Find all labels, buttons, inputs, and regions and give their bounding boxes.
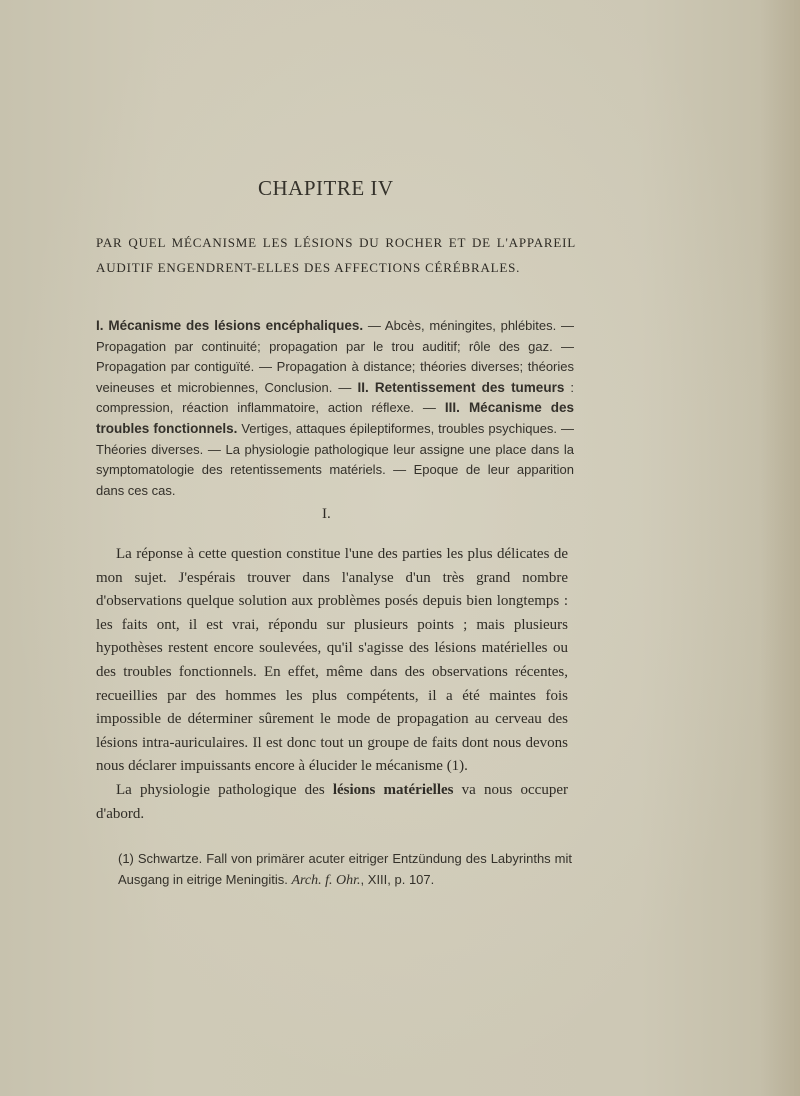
paragraph-2-end: va nous occuper d'abord.	[96, 781, 568, 822]
page-edge-shadow	[760, 0, 800, 1096]
section-number: I.	[322, 506, 331, 522]
footnote-marker: (1)	[118, 851, 134, 866]
summary-section-1-label: I. Mécanisme des lésions encéphaliques.	[96, 318, 364, 333]
footnote	[104, 848, 572, 891]
paragraph-2-bold: lésions matérielles	[332, 781, 454, 798]
summary-section-3-label: III. Mécanisme des troubles fonctionnels.	[96, 400, 575, 436]
chapter-subtitle: PAR QUEL MÉCANISME LES LÉSIONS DU ROCHER ET DE L'APPAREIL AUDITIF ENGENDRENT-ELLES DES AFFECTIONS CÉRÉBRALES.	[96, 235, 576, 275]
footnote-citation: Schwartze. Fall von primärer acuter eitriger Entzündung des Labyrinths mit Ausgang in eitrige Meningitis.	[118, 851, 572, 887]
paragraph-2-start: La physiologie pathologique des	[116, 781, 333, 798]
summary-section-2-text: : compression, réaction inflammatoire, action réflexe. —	[96, 379, 574, 416]
footnote-text-block	[104, 848, 572, 891]
summary-section-2-label: II. Retentissement des tumeurs	[357, 379, 565, 395]
footnote-reference: , XIII, p. 107.	[360, 872, 435, 887]
summary-section-3-text: Vertiges, attaques épileptiformes, troubles psychiques. — Théories diverses. — La physiologie pathologique leur assigne une place dans la symptomatologie des retentissements matériels. — Epoque de leur apparition dans ces cas.	[96, 420, 574, 498]
body-text	[96, 543, 568, 826]
summary-section-1-text: — Abcès, méningites, phlébites. — Propagation par continuité; propagation par le trou auditif; rôle des gaz. — Propagation par contiguïté. — Propagation à distance; théories diverses; théories veineuses et microbiennes, Conclusion. —	[96, 318, 574, 395]
chapter-summary	[96, 316, 574, 501]
paragraph-2	[96, 779, 568, 826]
chapter-title: CHAPITRE IV	[258, 176, 394, 200]
footnote-journal: Arch. f. Ohr.	[291, 873, 361, 888]
paragraph-1: La réponse à cette question constitue l'une des parties les plus délicates de mon sujet. J'espérais trouver dans l'analyse d'un très grand nombre d'observations quelque solution aux problèmes posés depuis bien longtemps : les faits ont, il est vrai, répondu sur plusieurs points ; mais plusieurs hypothèses restent encore soulevées, qu'il s'agisse des lésions matérielles ou des troubles fonctionnels. En effet, même dans des observations récentes, recueillies par des hommes les plus compétents, il a été maintes fois impossible de déterminer sûrement le mode de propagation au cerveau des lésions intra-auriculaires. Il est donc tout un groupe de faits dont nous devons nous déclarer impuissants encore à élucider le mécanisme (1).	[96, 546, 568, 775]
